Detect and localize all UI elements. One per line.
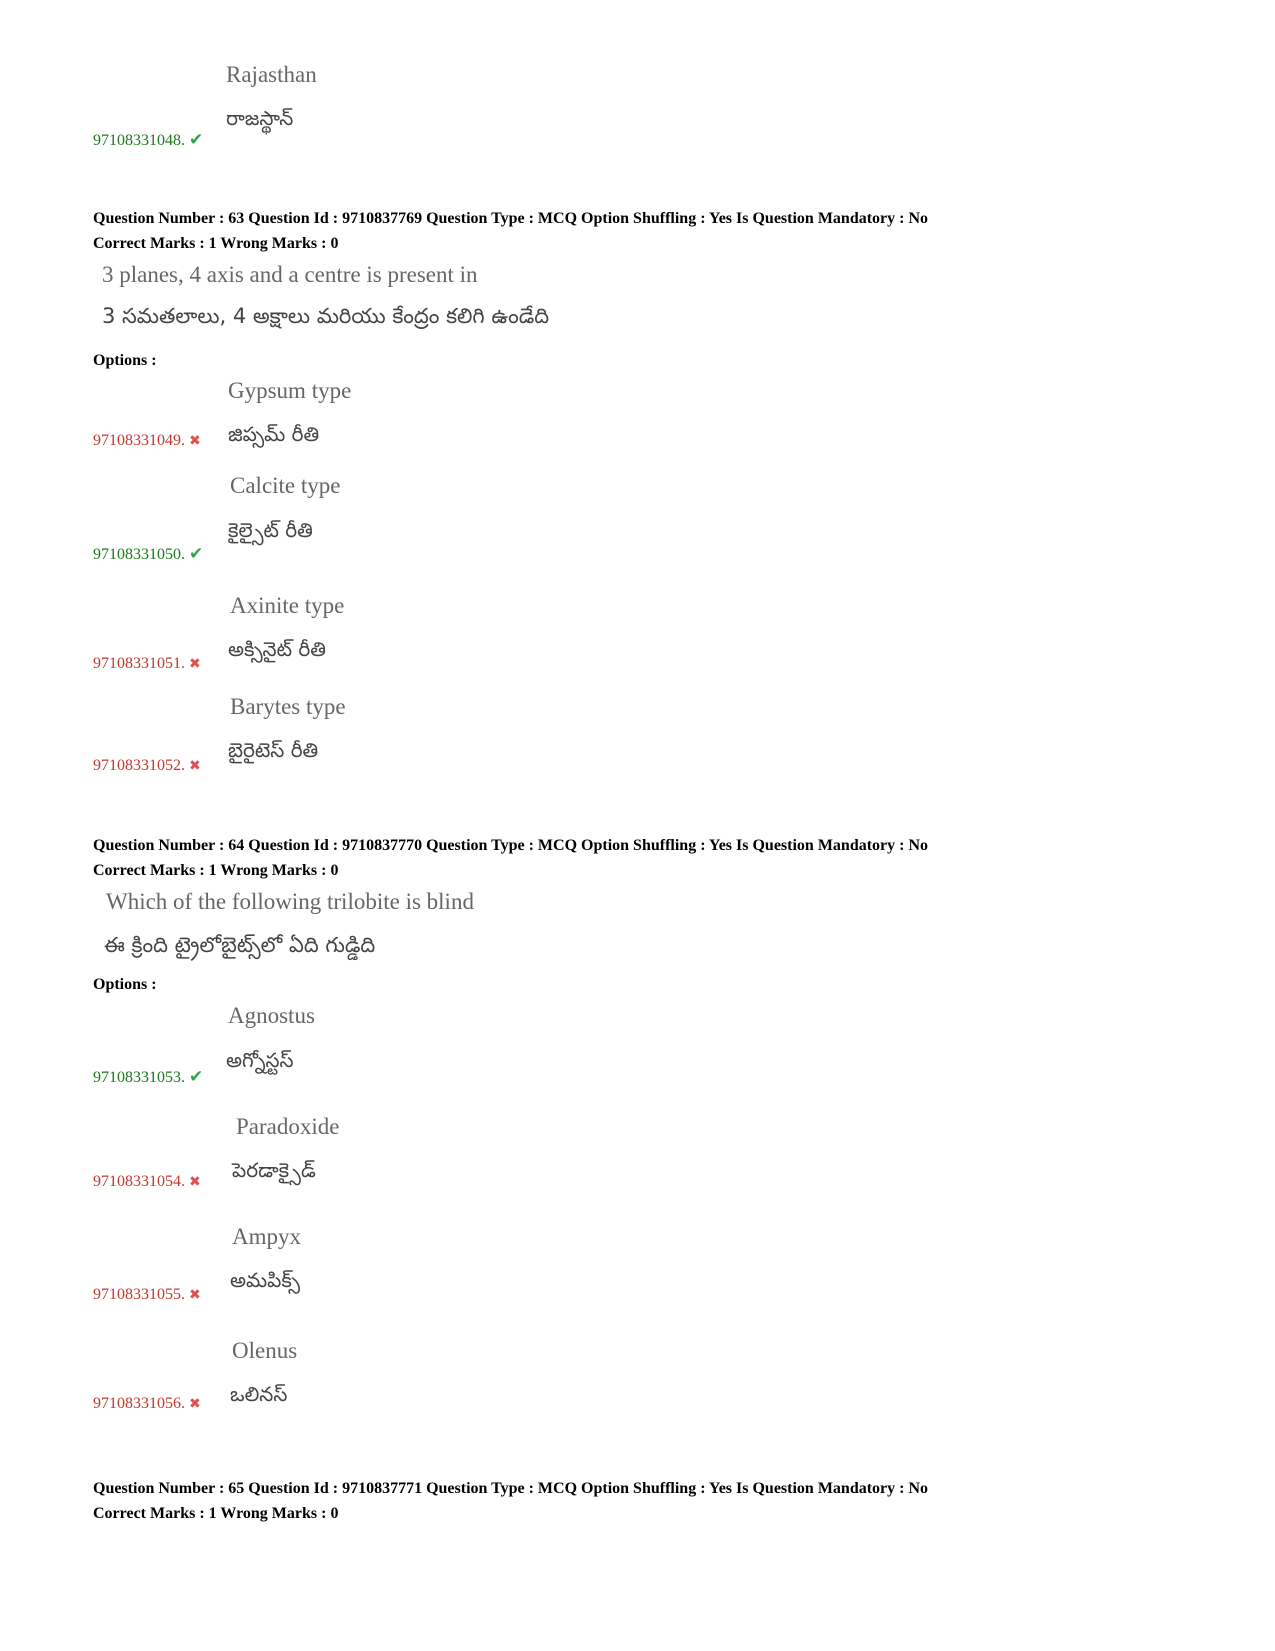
option-number: 97108331052.: [93, 757, 185, 774]
cross-icon: ✖: [189, 1396, 201, 1412]
prev-option-te: రాజస్థాన్: [226, 106, 294, 130]
option-number: 97108331054.: [93, 1173, 185, 1190]
question-64-text-te: ఈ క్రింది ట్రైలోబైట్స్‌లో ఏది గుడ్డిది: [104, 933, 376, 957]
option-en: Axinite type: [230, 593, 345, 618]
option-id: [93, 1286, 201, 1304]
option-te: జిప్సమ్ రీతి: [228, 422, 320, 446]
option-number: 97108331051.: [93, 655, 185, 672]
options-label: Options :: [93, 352, 157, 369]
option-te: బైరైటెస్ రీతి: [228, 738, 319, 762]
prev-option-en: Rajasthan: [226, 62, 317, 87]
option-number: 97108331049.: [93, 432, 185, 449]
check-icon: ✔: [189, 130, 204, 150]
question-65-meta-line1: Question Number : 65 Question Id : 9710837771 Question Type : MCQ Option Shuffling : Yes Is Question Mandatory : No: [93, 1480, 929, 1497]
option-number: 97108331055.: [93, 1286, 185, 1303]
question-63-text-te: 3 సమతలాలు, 4 అక్షాలు మరియు కేంద్రం కలిగి ఉండేది: [102, 304, 550, 328]
option-en: Gypsum type: [228, 378, 352, 403]
cross-icon: ✖: [189, 1174, 201, 1190]
option-id: [93, 130, 203, 150]
option-number: 97108331053.: [93, 1069, 185, 1086]
check-icon: ✔: [189, 544, 204, 564]
option-number: 97108331056.: [93, 1395, 185, 1412]
option-id: [93, 544, 203, 564]
option-en: Agnostus: [228, 1003, 315, 1028]
option-en: Olenus: [232, 1338, 298, 1363]
option-te: అక్సినైట్ రీతి: [228, 637, 326, 661]
option-en: Paradoxide: [236, 1114, 340, 1139]
options-label: Options :: [93, 976, 157, 993]
option-te: అమపిక్స్: [230, 1268, 300, 1292]
option-id: [93, 1067, 203, 1087]
option-te: పెరడాక్సైడ్: [232, 1158, 316, 1182]
option-te: కైల్సైట్ రీతి: [228, 518, 313, 542]
check-icon: ✔: [189, 1067, 204, 1087]
option-number: 97108331050.: [93, 546, 185, 563]
question-63-text-en: 3 planes, 4 axis and a centre is present in: [102, 262, 478, 287]
cross-icon: ✖: [189, 656, 201, 672]
question-64-meta-line2: Correct Marks : 1 Wrong Marks : 0: [93, 862, 339, 879]
option-id: [93, 757, 201, 775]
cross-icon: ✖: [189, 758, 201, 774]
option-id: [93, 1395, 201, 1413]
option-id: [93, 432, 201, 450]
cross-icon: ✖: [189, 1287, 201, 1303]
option-id: [93, 655, 201, 673]
question-63-meta-line2: Correct Marks : 1 Wrong Marks : 0: [93, 235, 339, 252]
option-en: Calcite type: [230, 473, 341, 498]
option-en: Barytes type: [230, 694, 346, 719]
option-number: 97108331048.: [93, 132, 185, 149]
option-en: Ampyx: [232, 1224, 301, 1249]
option-te: అగ్నోస్టస్: [226, 1048, 294, 1072]
question-65-meta-line2: Correct Marks : 1 Wrong Marks : 0: [93, 1505, 339, 1522]
option-id: [93, 1173, 201, 1191]
question-63-meta-line1: Question Number : 63 Question Id : 9710837769 Question Type : MCQ Option Shuffling : Yes Is Question Mandatory : No: [93, 210, 929, 227]
question-64-text-en: Which of the following trilobite is blind: [106, 889, 474, 914]
option-te: ఒలినస్: [230, 1382, 288, 1406]
question-64-meta-line1: Question Number : 64 Question Id : 9710837770 Question Type : MCQ Option Shuffling : Yes Is Question Mandatory : No: [93, 837, 929, 854]
cross-icon: ✖: [189, 433, 201, 449]
